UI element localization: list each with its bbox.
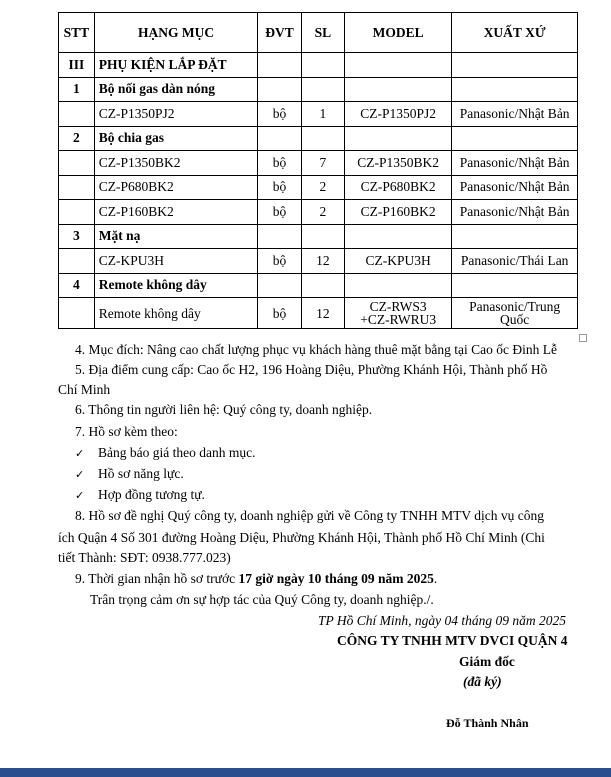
item-model: CZ-P680BK2	[345, 175, 452, 200]
item-origin: Panasonic/Nhật Bản	[452, 200, 578, 225]
header-item: HẠNG MỤC	[94, 13, 258, 53]
place-date: TP Hồ Chí Minh, ngày 04 tháng 09 năm 2025	[318, 613, 567, 628]
table-row	[59, 175, 578, 200]
item-9-deadline	[75, 571, 437, 587]
header-stt: STT	[59, 13, 95, 53]
item-name: CZ-P680BK2	[94, 175, 258, 200]
header-unit: ĐVT	[258, 13, 301, 53]
deadline-date: 17 giờ ngày 10 tháng 09 năm 2025	[238, 571, 434, 586]
table-row	[59, 249, 578, 274]
item-unit: bộ	[258, 200, 301, 225]
item-model: CZ-P160BK2	[345, 200, 452, 225]
table-row	[59, 102, 578, 127]
group-row	[59, 77, 578, 102]
group-row	[59, 273, 578, 298]
item-origin-line2: Quốc	[500, 312, 530, 327]
item-8-submission-line1: 8. Hồ sơ đề nghị Quý công ty, doanh nghiệp gửi về Công ty TNHH MTV dịch vụ công	[75, 508, 545, 523]
deadline-prefix: 9. Thời gian nhận hồ sơ trước	[75, 571, 239, 586]
item-6-contact: 6. Thông tin người liên hệ: Quý công ty, doanh nghiệp.	[75, 402, 373, 417]
item-model	[345, 298, 452, 329]
item-name: CZ-P1350BK2	[94, 151, 258, 176]
item-origin: Panasonic/Nhật Bản	[452, 151, 578, 176]
group-row	[59, 126, 578, 151]
signed-note: (đã ký)	[463, 674, 502, 689]
group-number: 3	[59, 224, 95, 249]
item-qty: 1	[301, 102, 344, 127]
item-name: CZ-P160BK2	[94, 200, 258, 225]
group-row	[59, 224, 578, 249]
item-7-attachments: 7. Hồ sơ kèm theo:	[75, 424, 178, 439]
company-name: CÔNG TY TNHH MTV DVCI QUẬN 4	[337, 633, 568, 648]
item-origin: Panasonic/Thái Lan	[452, 249, 578, 274]
checklist-label: Bảng báo giá theo danh mục.	[98, 445, 256, 460]
equipment-table	[58, 12, 578, 329]
item-unit: bộ	[258, 298, 301, 329]
item-origin	[452, 298, 578, 329]
item-8-submission-line2: ích Quận 4 Số 301 đường Hoàng Diệu, Phường Khánh Hội, Thành phố Hồ Chí Minh (Chi	[58, 530, 545, 545]
signer-name: Đỗ Thành Nhân	[446, 716, 529, 730]
checklist-label: Hồ sơ năng lực.	[98, 466, 184, 481]
item-origin-line1: Panasonic/Trung	[469, 299, 561, 314]
thanks-line: Trân trọng cảm ơn sự hợp tác của Quý Công ty, doanh nghiệp./.	[90, 592, 434, 607]
checkmark-icon: ✓	[75, 489, 85, 502]
header-model: MODEL	[345, 13, 452, 53]
table-row	[59, 151, 578, 176]
group-title: Bộ nối gas dàn nóng	[94, 77, 258, 102]
group-number: 1	[59, 77, 95, 102]
checkmark-icon: ✓	[75, 447, 85, 460]
footer-bar	[0, 768, 611, 777]
group-title: Remote không dây	[94, 273, 258, 298]
item-model: CZ-P1350PJ2	[345, 102, 452, 127]
table-row	[59, 298, 578, 329]
item-name: CZ-P1350PJ2	[94, 102, 258, 127]
header-qty: SL	[301, 13, 344, 53]
item-5-location-line1: 5. Địa điểm cung cấp: Cao ốc H2, 196 Hoàng Diệu, Phường Khánh Hội, Thành phố Hồ	[75, 362, 548, 377]
checklist-item	[75, 487, 205, 503]
item-name: CZ-KPU3H	[94, 249, 258, 274]
item-unit: bộ	[258, 175, 301, 200]
header-origin: XUẤT XỨ	[452, 13, 578, 53]
item-model: CZ-P1350BK2	[345, 151, 452, 176]
item-model-line1: CZ-RWS3	[369, 299, 427, 314]
item-unit: bộ	[258, 102, 301, 127]
item-qty: 2	[301, 175, 344, 200]
item-origin: Panasonic/Nhật Bản	[452, 102, 578, 127]
item-qty: 7	[301, 151, 344, 176]
item-qty: 12	[301, 298, 344, 329]
item-qty: 2	[301, 200, 344, 225]
item-qty: 12	[301, 249, 344, 274]
table-row	[59, 200, 578, 225]
section-title: PHỤ KIỆN LẮP ĐẶT	[94, 53, 258, 78]
item-unit: bộ	[258, 151, 301, 176]
item-unit: bộ	[258, 249, 301, 274]
group-number: 2	[59, 126, 95, 151]
item-model: CZ-KPU3H	[345, 249, 452, 274]
checkmark-icon: ✓	[75, 468, 85, 481]
item-model-line2: +CZ-RWRU3	[360, 312, 437, 327]
group-number: 4	[59, 273, 95, 298]
item-5-location-line2: Chí Minh	[58, 382, 111, 397]
table-resize-handle[interactable]	[579, 334, 587, 342]
group-title: Bộ chia gas	[94, 126, 258, 151]
item-4-purpose: 4. Mục đích: Nâng cao chất lượng phục vụ khách hàng thuê mặt bằng tại Cao ốc Đinh Lễ	[75, 342, 557, 357]
signer-title: Giám đốc	[459, 654, 515, 669]
item-8-submission-line3: tiết Thành: SĐT: 0938.777.023)	[58, 550, 231, 565]
section-row	[59, 53, 578, 78]
group-title: Mặt nạ	[94, 224, 258, 249]
table-header-row	[59, 13, 578, 53]
item-origin: Panasonic/Nhật Bản	[452, 175, 578, 200]
checklist-item	[75, 445, 256, 461]
checklist-item	[75, 466, 184, 482]
deadline-suffix: .	[433, 571, 438, 586]
checklist-label: Hợp đồng tương tự.	[98, 487, 205, 502]
section-number: III	[59, 53, 95, 78]
item-name: Remote không dây	[94, 298, 258, 329]
